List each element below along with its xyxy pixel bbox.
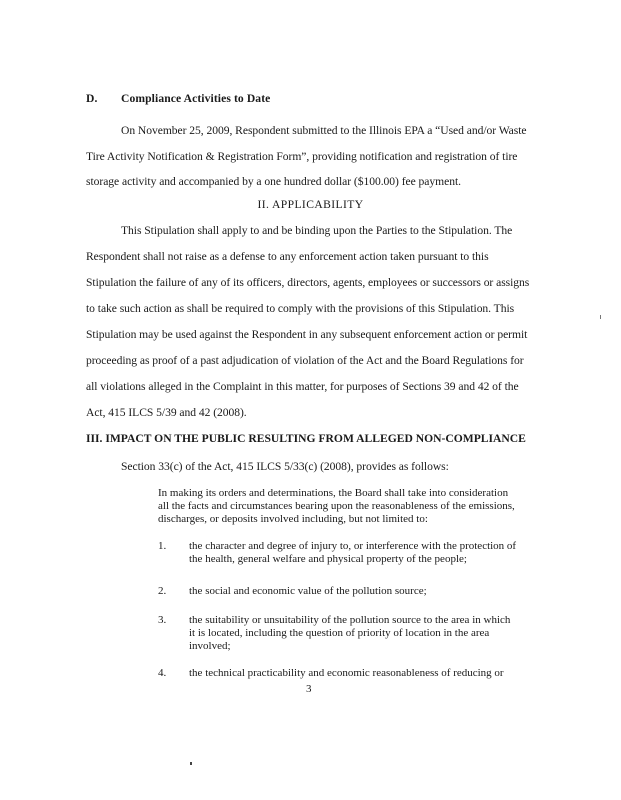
section-ii-line-7: all violations alleged in the Complaint in this matter, for purposes of Sections 39 and 42 of the (86, 380, 519, 393)
section-iii-heading: III. IMPACT ON THE PUBLIC RESULTING FROM ALLEGED NON-COMPLIANCE (86, 432, 526, 445)
section-iii-intro: Section 33(c) of the Act, 415 ILCS 5/33(c) (2008), provides as follows: (121, 460, 449, 473)
section-ii-line-1: This Stipulation shall apply to and be binding upon the Parties to the Stipulation. The (121, 224, 513, 237)
quote-line-2: all the facts and circumstances bearing upon the reasonableness of the emissions, (158, 500, 515, 512)
section-d-line-3: storage activity and accompanied by a one hundred dollar ($100.00) fee payment. (86, 175, 461, 188)
section-d-line-1: On November 25, 2009, Respondent submitted to the Illinois EPA a “Used and/or Waste (121, 124, 527, 137)
item-3-line-2: it is located, including the question of priority of location in the area (189, 627, 490, 639)
section-ii-line-4: to take such action as shall be required to comply with the provisions of this Stipulation. This (86, 302, 515, 315)
section-ii-heading: II. APPLICABILITY (257, 198, 364, 211)
item-2-number: 2. (158, 585, 167, 597)
item-4-line-1: the technical practicability and economic reasonableness of reducing or (189, 667, 504, 679)
quote-line-3: discharges, or deposits involved including, but not limited to: (158, 513, 428, 525)
section-ii-line-6: proceeding as proof of a past adjudication of violation of the Act and the Board Regulations for (86, 354, 524, 367)
section-d-line-2: Tire Activity Notification & Registration Form”, providing notification and registration of tire (86, 150, 518, 163)
section-ii-line-5: Stipulation may be used against the Respondent in any subsequent enforcement action or permit (86, 328, 528, 341)
item-3-number: 3. (158, 614, 167, 626)
item-3-line-3: involved; (189, 640, 231, 652)
section-d-letter: D. (86, 92, 98, 105)
item-4-number: 4. (158, 667, 167, 679)
section-ii-line-8: Act, 415 ILCS 5/39 and 42 (2008). (86, 406, 247, 419)
item-2-line-1: the social and economic value of the pollution source; (189, 585, 427, 597)
item-1-number: 1. (158, 540, 167, 552)
scan-speck (600, 315, 601, 319)
quote-line-1: In making its orders and determinations, the Board shall take into consideration (158, 487, 509, 499)
item-3-line-1: the suitability or unsuitability of the pollution source to the area in which (189, 614, 511, 626)
item-1-line-1: the character and degree of injury to, or interference with the protection of (189, 540, 517, 552)
section-ii-line-3: Stipulation the failure of any of its officers, directors, agents, employees or successors or assigns (86, 276, 530, 289)
page-number: 3 (306, 683, 312, 695)
section-d-title: Compliance Activities to Date (121, 92, 271, 105)
section-ii-line-2: Respondent shall not raise as a defense to any enforcement action taken pursuant to this (86, 250, 489, 263)
scan-speck (190, 762, 192, 765)
item-1-line-2: the health, general welfare and physical property of the people; (189, 553, 467, 565)
